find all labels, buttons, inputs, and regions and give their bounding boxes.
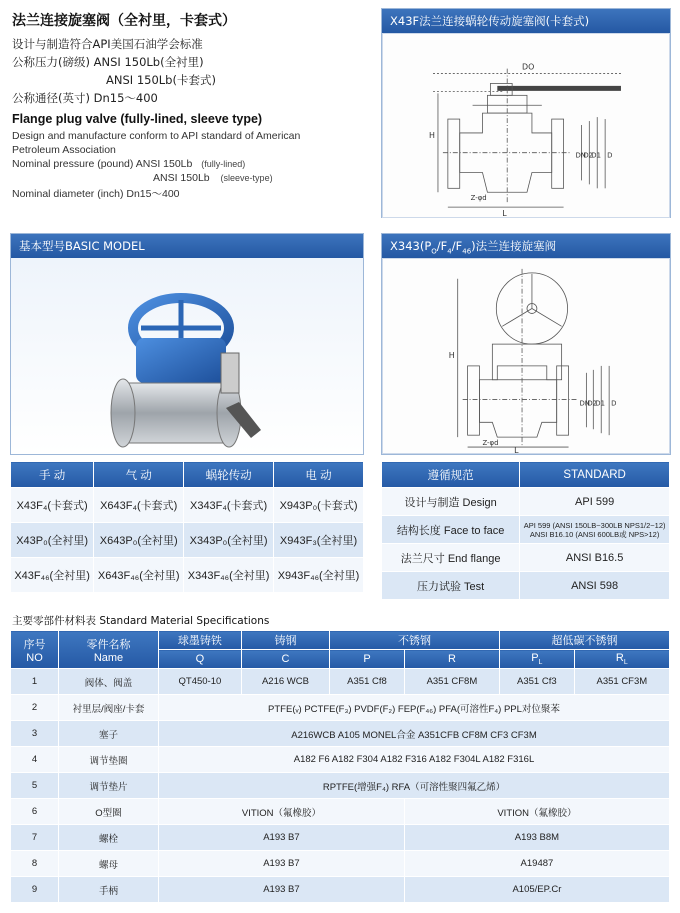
model-cell: X43F₄₆(全衬里) [11,558,94,593]
material-cell: A216 WCB [241,669,329,695]
table-row [11,799,670,825]
en-diameter-line: Nominal diameter (inch) Dn15～400 [12,188,180,200]
model-cell: X643P₀(全衬里) [94,523,184,558]
material-cell: A351 CF3M [574,669,669,695]
material-cell: RPTFE(增强F₄) RFA（可溶性聚四氟乙烯） [159,773,670,799]
cn-pressure-line: 公称压力(磅级) ANSI 150Lb(全衬里) [12,55,204,69]
row-name: 阀体、阀盖 [59,669,159,695]
row-name: 螺母 [59,851,159,877]
valve-photo [11,258,363,454]
dim-zd-2: Z-φd [482,439,499,448]
material-header-row [11,631,670,650]
dim-l-2: L [514,446,519,454]
dim-h: H [429,130,436,140]
table-row [382,516,670,544]
dim-dn-2: DN [579,399,590,408]
model-cell: X43F₄(卡套式) [11,488,94,523]
std-value-line: API 599 (ANSI 150LB~300LB NPS1/2~12) [523,520,666,530]
table-row [11,695,670,721]
dim-l: L [502,209,507,218]
header-worm-gear: 蜗轮传动 [184,462,274,488]
material-cell: VITION（氟橡胶） [159,799,405,825]
row-no: 8 [11,851,59,877]
header-standard-en: STANDARD [520,462,670,488]
code-c: C [241,650,329,669]
cn-design-line: 设计与制造符合API美国石油学会标准 [12,37,203,51]
model-cell: X343P₀(全衬里) [184,523,274,558]
row-name: 调节垫圈 [59,747,159,773]
table-row [11,825,670,851]
en-pressure-line-2 [153,172,273,184]
en-design-line-2: Petroleum Association [12,144,116,156]
dim-d-2: D [611,399,617,408]
header-standard-cn: 遵循规范 [382,462,520,488]
table-row [382,572,670,600]
standard-table-header [382,462,670,488]
header-name: 零件名称 Name [59,631,159,669]
material-cell: VITION（氟橡胶） [404,799,669,825]
table-row [11,558,364,593]
row-name: 调节垫片 [59,773,159,799]
std-value-line: ANSI B16.10 (ANSI 600LB或 NPS>12) [529,529,660,539]
x343-panel [381,233,671,455]
model-cell: X343F₄₆(全衬里) [184,558,274,593]
header-no: 序号 NO [11,631,59,669]
row-no: 6 [11,799,59,825]
table-row [11,669,670,695]
dim-d2-2: D2 [587,399,598,408]
dim-d1: D1 [591,151,602,160]
row-name: 手柄 [59,877,159,903]
header-stainless: 不锈钢 [330,631,500,650]
code-p: P [330,650,405,669]
material-cell: A351 Cf3 [499,669,574,695]
dim-d2: D2 [583,151,594,160]
model-table [10,461,364,593]
row-no: 2 [11,695,59,721]
material-cell: A105/EP.Cr [404,877,669,903]
en-pressure-note-2: (sleeve-type) [220,173,273,183]
material-cell: A351 CF8M [404,669,499,695]
row-name: 塞子 [59,721,159,747]
en-pressure-label: Nominal pressure (pound) ANSI 150Lb [12,158,193,170]
table-row [11,877,670,903]
std-name: 设计与制造 Design [382,488,520,516]
row-no: 7 [11,825,59,851]
material-table [10,630,670,903]
row-name: O型圈 [59,799,159,825]
material-cell: A19487 [404,851,669,877]
material-cell: A216WCB A105 MONEL合金 A351CFB CF8M CF3 CF3M [159,721,670,747]
header-low-carbon: 超低碳不锈钢 [499,631,669,650]
header-cast-steel: 铸钢 [241,631,329,650]
model-cell: X643F₄₆(全衬里) [94,558,184,593]
x43f-panel [381,8,671,218]
row-no: 9 [11,877,59,903]
material-cell: A193 B7 [159,825,405,851]
std-name: 结构长度 Face to face [382,516,520,544]
table-row [11,523,364,558]
code-r: R [404,650,499,669]
material-cell: QT450-10 [159,669,242,695]
model-cell: X943P₀(卡套式) [274,488,364,523]
en-title: Flange plug valve (fully-lined, sleeve type) [12,112,263,126]
table-row [11,851,670,877]
model-cell: X643F₄(卡套式) [94,488,184,523]
model-cell: X943F₃(全衬里) [274,523,364,558]
row-no: 5 [11,773,59,799]
table-row [382,488,670,516]
dim-d: D [607,151,613,160]
header-pneumatic: 气 动 [94,462,184,488]
std-name: 压力试验 Test [382,572,520,600]
row-no: 3 [11,721,59,747]
material-cell: PTFE(ᵥ) PCTFE(F₃) PVDF(F₂) FEP(F₄₆) PFA(可溶性F₄) PPL对位聚苯 [159,695,670,721]
header-electric: 电 动 [274,462,364,488]
header-manual: 手 动 [11,462,94,488]
code-rl: $R_L$ [574,650,669,669]
x343-drawing [382,258,670,454]
table-row [11,721,670,747]
x43f-panel-title: X43F法兰连接蜗轮传动旋塞阀(卡套式) [382,9,670,33]
material-cell: A351 Cf8 [330,669,405,695]
cn-title: 法兰连接旋塞阀（全衬里，卡套式） [12,13,236,29]
model-table-header [11,462,364,488]
header-ductile-iron: 球墨铸铁 [159,631,242,650]
en-pressure-line [12,158,245,170]
table-row [11,488,364,523]
en-design-line: Design and manufacture conform to API standard of American [12,130,301,142]
row-no: 4 [11,747,59,773]
model-cell: X343F₄(卡套式) [184,488,274,523]
dim-do: DO [522,62,535,72]
table-row [11,773,670,799]
material-cell: A193 B8M [404,825,669,851]
table-row [382,544,670,572]
dim-h-2: H [448,350,455,360]
dim-zd: Z-φd [470,194,487,203]
std-value: ANSI 598 [520,572,670,600]
std-value: ANSI B16.5 [520,544,670,572]
row-name: 衬里层/阀座/卡套 [59,695,159,721]
en-pressure-note: (fully-lined) [201,159,246,169]
basic-model-title: 基本型号BASIC MODEL [11,234,363,258]
model-cell: X943F₄₆(全衬里) [274,558,364,593]
model-cell: X43P₀(全衬里) [11,523,94,558]
material-table-title: 主要零部件材料表 Standard Material Specifications [12,615,270,627]
basic-model-panel [10,233,364,455]
std-value [520,516,670,544]
dim-d1-2: D1 [595,399,606,408]
row-name: 螺栓 [59,825,159,851]
row-no: 1 [11,669,59,695]
x343-panel-title: $X343(P_O/F_4/F_{46})$法兰连接旋塞阀 [382,234,670,258]
material-cell: A182 F6 A182 F304 A182 F316 A182 F304L A182 F316L [159,747,670,773]
standard-table [381,461,670,600]
code-pl: $P_L$ [499,650,574,669]
code-q: Q [159,650,242,669]
x43f-drawing [382,33,670,218]
material-cell: A193 B7 [159,851,405,877]
dim-dn: DN [575,151,586,160]
cn-diameter-line: 公称通径(英寸) Dn15～400 [12,91,158,105]
en-pressure-label-2: ANSI 150Lb [153,172,210,184]
std-name: 法兰尺寸 End flange [382,544,520,572]
material-cell: A193 B7 [159,877,405,903]
table-row [11,747,670,773]
cn-pressure-line-2: ANSI 150Lb(卡套式) [106,73,216,87]
std-value: API 599 [520,488,670,516]
